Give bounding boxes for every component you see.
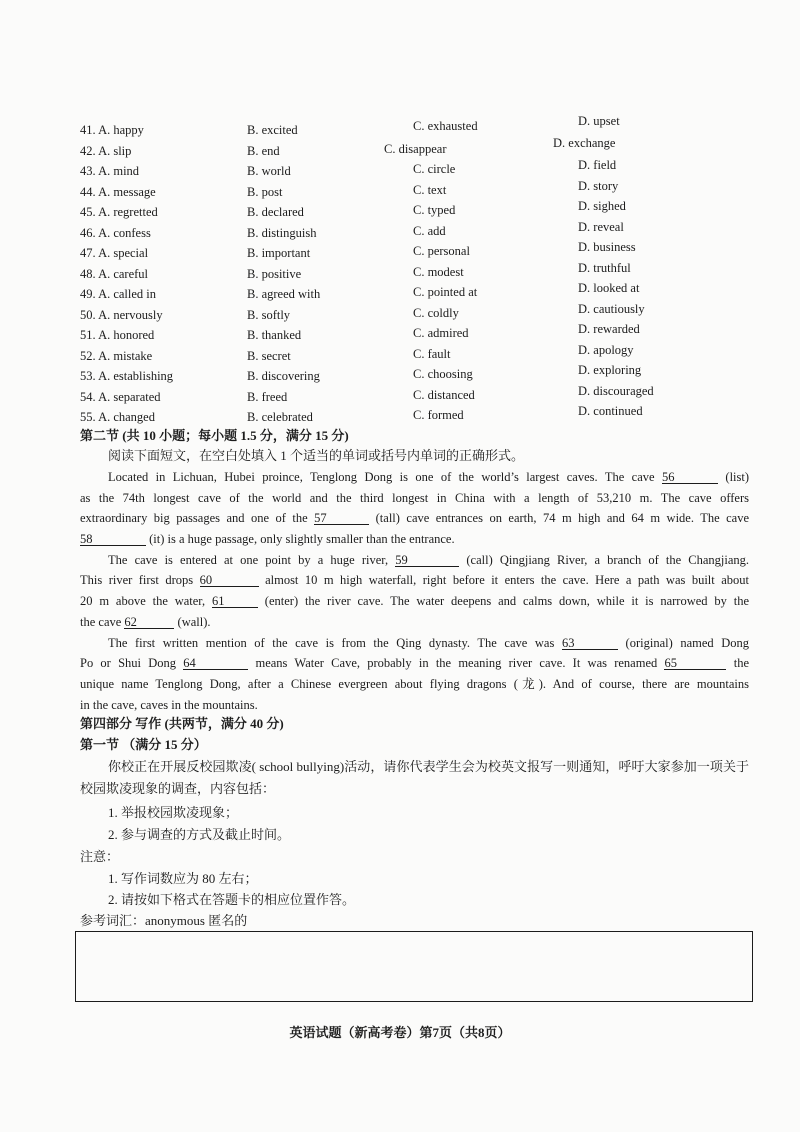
option-a-text: A. mind xyxy=(98,164,140,178)
option-d: D. rewarded xyxy=(578,322,640,336)
blank-62: 62 xyxy=(124,616,174,629)
question-number: 47. xyxy=(80,246,96,260)
option-b: B. declared xyxy=(247,205,304,219)
option-b: B. positive xyxy=(247,266,302,281)
question-row-54 xyxy=(80,383,750,408)
option-a-text: A. separated xyxy=(98,389,161,404)
option-d: D. truthful xyxy=(578,260,631,275)
option-c: C. text xyxy=(413,182,447,197)
option-c: C. fault xyxy=(413,346,451,361)
passage-text: (original) named Dong xyxy=(625,635,750,650)
passage-text: (enter) the river cave. The water deepens and calms down, while it is narrowed by the xyxy=(264,594,749,609)
passage-paragraph xyxy=(80,467,749,550)
question-number: 43. xyxy=(80,164,96,178)
option-a-text: A. nervously xyxy=(98,307,163,322)
passage-text: in the cave, caves in the mountains. xyxy=(80,697,258,712)
option-d: D. apology xyxy=(578,342,634,357)
question-number: 49. xyxy=(80,287,96,301)
question-number: 46. xyxy=(80,225,96,240)
option-d: D. upset xyxy=(578,114,620,128)
option-a xyxy=(80,325,154,346)
option-b: B. end xyxy=(247,143,280,158)
passage-text: means Water Cave, probably in the meaning river cave. It was renamed xyxy=(255,656,658,671)
passage-line xyxy=(80,467,749,488)
question-row-44 xyxy=(80,178,750,203)
question-number: 51. xyxy=(80,328,96,342)
option-b: B. world xyxy=(247,164,291,178)
option-b: B. freed xyxy=(247,389,288,404)
question-number: 45. xyxy=(80,205,96,219)
option-b: B. thanked xyxy=(247,328,302,342)
grammar-fill-passage xyxy=(80,467,749,715)
option-a-text: A. mistake xyxy=(98,348,153,363)
option-a xyxy=(80,141,131,162)
option-c: C. disappear xyxy=(384,141,447,156)
writing-prompt: 你校正在开展反校园欺凌( school bullying)活动，请你代表学生会为校英文报写一则通知，呼吁大家参加一项关于校园欺凌现象的调查，内容包括： xyxy=(80,759,749,796)
passage-text: Located in Lichuan, Hubei proince, Tenglong Dong is one of the world’s largest caves. The cave xyxy=(108,470,655,484)
question-row-55 xyxy=(80,404,750,428)
option-c: C. add xyxy=(413,223,446,238)
option-a-text: A. confess xyxy=(98,225,151,240)
blank-65: 65 xyxy=(664,657,726,670)
question-number: 42. xyxy=(80,143,96,158)
option-c: C. coldly xyxy=(413,305,459,320)
passage-text: unique name Tenglong Dong, after a Chinese evergreen about flying dragons (龙). And of course, there are mountains xyxy=(80,676,749,691)
option-a xyxy=(80,346,152,367)
passage-text: This river first drops xyxy=(80,573,194,588)
question-row-47 xyxy=(80,240,750,264)
blank-60: 60 xyxy=(200,574,259,587)
option-a xyxy=(80,182,156,203)
option-a xyxy=(80,264,148,285)
passage-line xyxy=(80,570,749,591)
option-b: B. celebrated xyxy=(247,410,313,424)
blank-56: 56 xyxy=(662,471,718,484)
option-c: C. admired xyxy=(413,326,469,340)
notes-label: 注意： xyxy=(80,849,120,864)
option-b: B. discovering xyxy=(247,369,320,383)
answer-box xyxy=(75,931,753,1002)
page-footer: 英语试题（新高考卷）第7页（共8页） xyxy=(289,1025,511,1040)
option-b: B. secret xyxy=(247,348,291,363)
passage-line xyxy=(80,550,749,571)
question-row-43 xyxy=(80,158,750,182)
passage-text: the cave xyxy=(80,614,122,629)
option-a xyxy=(80,366,173,387)
section2-instruction: 阅读下面短文，在空白处填入 1 个适当的单词或括号内单词的正确形式。 xyxy=(108,448,525,463)
question-number: 44. xyxy=(80,184,96,199)
question-number: 54. xyxy=(80,389,96,404)
passage-paragraph xyxy=(80,633,749,716)
option-c: C. typed xyxy=(413,203,456,217)
passage-text: almost 10 m high waterfall, right before it enters the cave. Here a path was built about xyxy=(265,573,749,588)
option-d: D. continued xyxy=(578,404,643,418)
option-a xyxy=(80,243,148,264)
option-a-text: A. regretted xyxy=(98,205,158,219)
option-a-text: A. special xyxy=(98,246,149,260)
option-c: C. pointed at xyxy=(413,285,478,299)
option-b: B. post xyxy=(247,184,283,199)
option-a-text: A. careful xyxy=(98,266,149,281)
option-c: C. formed xyxy=(413,408,464,422)
option-a-text: A. slip xyxy=(98,143,132,158)
option-d: D. business xyxy=(578,240,636,254)
option-d: D. cautiously xyxy=(578,301,645,316)
passage-text: (tall) cave entrances on earth, 74 m high and 64 m wide. The cave xyxy=(375,511,750,526)
question-number: 50. xyxy=(80,307,96,322)
question-row-48 xyxy=(80,260,750,285)
question-row-45 xyxy=(80,199,750,223)
passage-line xyxy=(80,529,749,550)
question-row-52 xyxy=(80,342,750,367)
option-a-text: A. message xyxy=(98,184,156,199)
option-d: D. discouraged xyxy=(578,383,654,398)
question-row-49 xyxy=(80,281,750,305)
question-number: 41. xyxy=(80,123,96,137)
option-c: C. personal xyxy=(413,244,470,258)
question-row-51 xyxy=(80,322,750,346)
option-d: D. looked at xyxy=(578,281,640,295)
option-b: B. agreed with xyxy=(247,287,321,301)
passage-text: as the 74th longest cave of the world and the third longest in China with a length of 53,210 m. The cave offers xyxy=(80,490,749,505)
passage-line xyxy=(80,488,749,509)
option-c: C. choosing xyxy=(413,367,473,381)
passage-line xyxy=(80,653,749,674)
question-number: 48. xyxy=(80,266,96,281)
option-b: B. excited xyxy=(247,123,298,137)
content-item: 2. 参与调查的方式及截止时间。 xyxy=(108,827,291,842)
content-item: 1. 举报校园欺凌现象； xyxy=(108,805,239,820)
passage-line xyxy=(80,674,749,695)
passage-text: The first written mention of the cave is from the Qing dynasty. The cave was xyxy=(108,635,555,650)
blank-64: 64 xyxy=(183,657,248,670)
option-a xyxy=(80,202,158,223)
note-item: 1. 写作词数应为 80 左右； xyxy=(108,871,258,886)
passage-text: 20 m above the water, xyxy=(80,594,206,609)
writing-section1-title: 第一节 （满分 15 分） xyxy=(80,737,207,752)
passage-text: extraordinary big passages and one of the xyxy=(80,511,308,526)
option-d: D. story xyxy=(578,178,619,193)
option-b: B. distinguish xyxy=(247,225,317,240)
option-b: B. softly xyxy=(247,307,291,322)
option-a xyxy=(80,161,139,182)
passage-paragraph xyxy=(80,550,749,633)
passage-text: (it) is a huge passage, only slightly smaller than the entrance. xyxy=(149,532,455,547)
option-a xyxy=(80,305,163,326)
option-d: D. reveal xyxy=(578,219,624,234)
option-b: B. important xyxy=(247,246,311,260)
option-d: D. exchange xyxy=(553,135,616,150)
part4-title: 第四部分 写作 (共两节，满分 40 分) xyxy=(80,716,284,731)
option-d: D. field xyxy=(578,158,617,172)
option-c: C. exhausted xyxy=(413,119,478,133)
reference-vocabulary: 参考词汇：anonymous 匿名的 xyxy=(80,913,248,928)
option-a xyxy=(80,387,161,408)
blank-63: 63 xyxy=(562,637,618,650)
question-row-46 xyxy=(80,219,750,244)
option-a-text: A. called in xyxy=(98,287,157,301)
option-c: C. distanced xyxy=(413,387,475,402)
question-number: 52. xyxy=(80,348,96,363)
option-a xyxy=(80,223,151,244)
option-a-text: A. establishing xyxy=(98,369,174,383)
option-d: D. sighed xyxy=(578,199,626,213)
option-a-text: A. honored xyxy=(98,328,155,342)
option-a-text: A. changed xyxy=(98,410,155,424)
question-row-42 xyxy=(80,135,750,162)
question-row-41 xyxy=(80,114,750,141)
option-a xyxy=(80,284,156,305)
passage-line xyxy=(80,508,749,529)
question-number: 55. xyxy=(80,410,96,424)
blank-58: 58 xyxy=(80,533,146,546)
passage-text: (list) xyxy=(725,470,750,484)
passage-line xyxy=(80,695,749,716)
option-c: C. modest xyxy=(413,264,464,279)
blank-61: 61 xyxy=(212,595,258,608)
blank-59: 59 xyxy=(395,554,459,567)
note-item: 2. 请按如下格式在答题卡的相应位置作答。 xyxy=(108,892,356,907)
option-a-text: A. happy xyxy=(98,123,144,137)
passage-text: the xyxy=(733,656,749,671)
section2-title: 第二节 (共 10 小题；每小题 1.5 分，满分 15 分) xyxy=(80,428,349,443)
option-d: D. exploring xyxy=(578,363,642,377)
cloze-options-table xyxy=(80,114,750,428)
option-a xyxy=(80,120,144,141)
passage-line xyxy=(80,633,749,654)
passage-text: (wall). xyxy=(177,614,211,629)
blank-57: 57 xyxy=(314,512,369,525)
passage-text: (call) Qingjiang River, a branch of the Changjiang. xyxy=(466,552,750,567)
option-a xyxy=(80,407,155,428)
passage-line xyxy=(80,591,749,612)
passage-text: The cave is entered at one point by a huge river, xyxy=(108,552,389,567)
passage-line xyxy=(80,612,749,633)
question-row-50 xyxy=(80,301,750,326)
passage-text: Po or Shui Dong xyxy=(80,656,177,671)
question-number: 53. xyxy=(80,369,96,383)
option-c: C. circle xyxy=(413,162,456,176)
